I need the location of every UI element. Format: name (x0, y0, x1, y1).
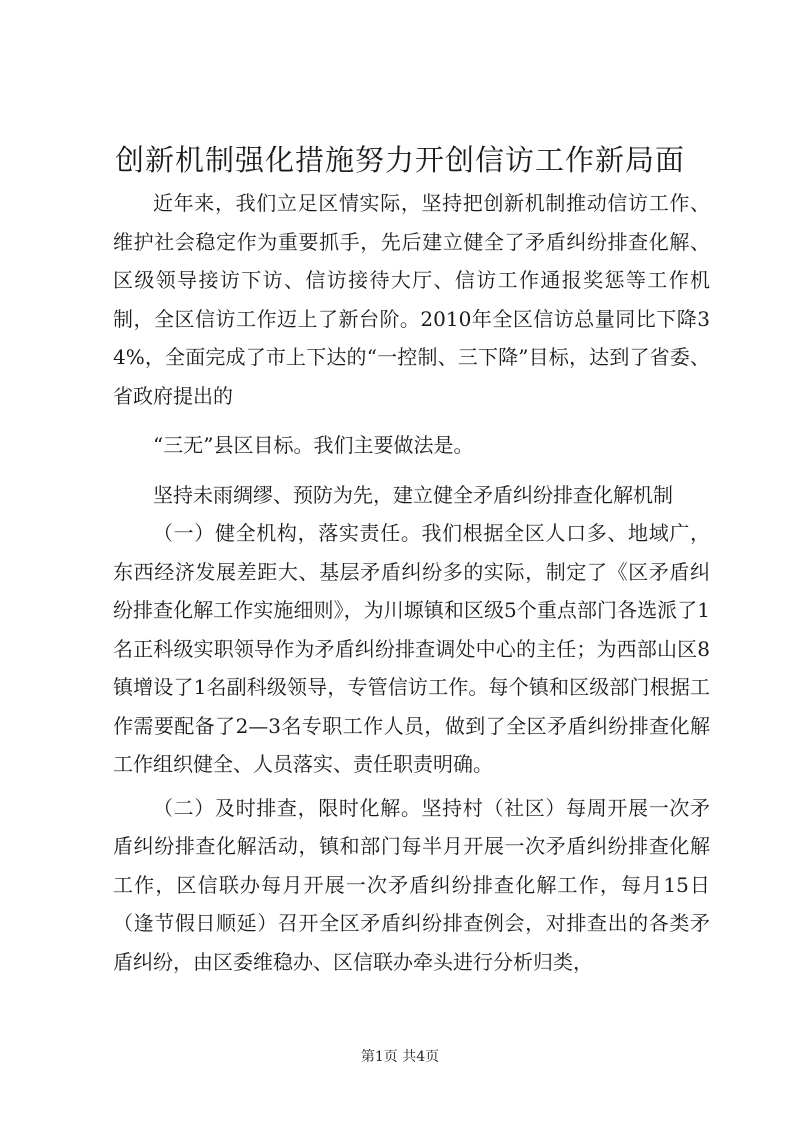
section-heading: 坚持未雨绸缪、预防为先，建立健全矛盾纠纷排查化解机制 (153, 482, 673, 507)
paragraph-goal: “三无”县区目标。我们主要做法是。 (153, 433, 474, 457)
paragraph-intro: 近年来，我们立足区情实际，坚持把创新机制推动信访工作、维护社会稳定作为重要抓手，先后建立健全了矛盾纠纷排查化解、区级领导接访下访、信访接待大厅、信访工作通报奖惩等工作机制，全区信访工作迈上了新台阶。2010年全区信访总量同比下降34%，全面完成了市上下达的“一控制、三下降”目标，达到了省委、省政府提出的 (113, 191, 710, 408)
paragraph-item-two: （二）及时排查，限时化解。坚持村（社区）每周开展一次矛盾纠纷排查化解活动，镇和部门每半月开展一次矛盾纠纷排查化解工作，区信联办每月开展一次矛盾纠纷排查化解工作，每月15日（逢节假日顺延）召开全区矛盾纠纷排查例会，对排查出的各类矛盾纠纷，由区委维稳办、区信联办牵头进行分析归类， (113, 795, 710, 974)
page-number: 第1页 共4页 (360, 1049, 440, 1065)
document-body (113, 184, 710, 981)
document-title: 创新机制强化措施努力开创信访工作新局面 (114, 143, 685, 177)
paragraph-item-one: （一）健全机构，落实责任。我们根据全区人口多、地域广，东西经济发展差距大、基层矛盾纠纷多的实际，制定了《区矛盾纠纷排查化解工作实施细则》，为川塬镇和区级5个重点部门各选派了1名正科级实职领导作为矛盾纠纷排查调处中心的主任；为西部山区8镇增设了1名副科级领导，专管信访工作。每个镇和区级部门根据工作需要配备了2—3名专职工作人员，做到了全区矛盾纠纷排查化解工作组织健全、人员落实、责任职责明确。 (113, 521, 710, 776)
